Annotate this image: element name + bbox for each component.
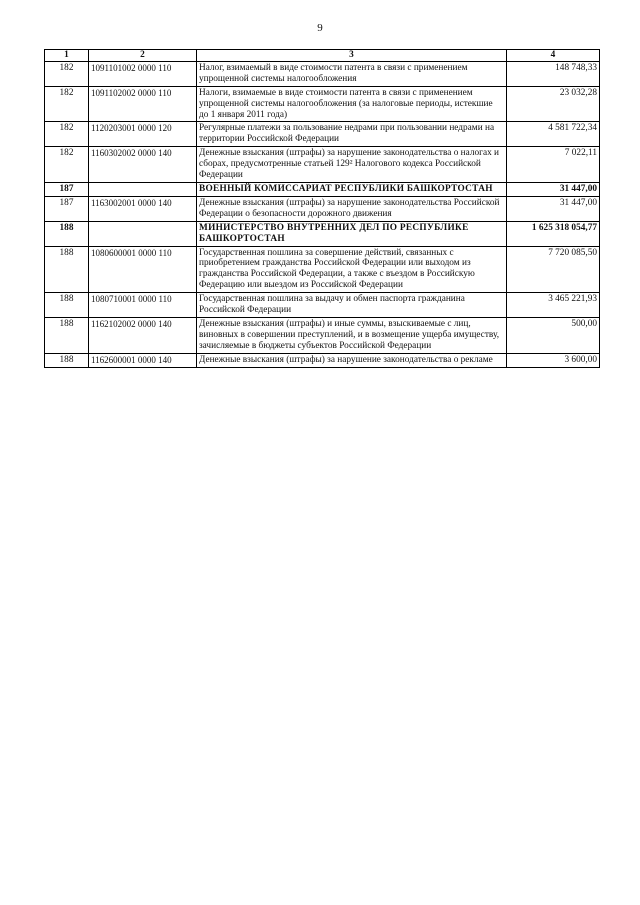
income-name-cell: Налог, взимаемый в виде стоимости патента в связи с применением упрощенной системы налогообложения [197,61,507,86]
admin-code-cell: 188 [45,246,89,293]
admin-code-cell: 182 [45,122,89,147]
admin-code-cell: 187 [45,196,89,221]
table-row [45,246,600,293]
budget-code-cell [89,182,197,196]
table-row [45,196,600,221]
admin-code-cell: 188 [45,317,89,353]
table-header-row [45,50,600,62]
admin-code-cell: 188 [45,353,89,367]
income-name-cell: Денежные взыскания (штрафы) за нарушение законодательства о налогах и сборах, предусмотренные статьей 129² Налогового кодекса Российской Федерации [197,147,507,183]
income-name-cell: Регулярные платежи за пользование недрами при пользовании недрами на территории Российской Федерации [197,122,507,147]
budget-code-cell: 1091101002 0000 110 [89,61,197,86]
column-header-3: 3 [197,50,507,62]
page-number: 9 [317,22,323,34]
income-name-cell: ВОЕННЫЙ КОМИССАРИАТ РЕСПУБЛИКИ БАШКОРТОСТАН [197,182,507,196]
income-name-cell: Государственная пошлина за выдачу и обмен паспорта гражданина Российской Федерации [197,293,507,318]
budget-code-cell [89,221,197,246]
amount-cell: 31 447,00 [507,182,600,196]
revenue-table [44,49,600,368]
admin-code-cell: 188 [45,293,89,318]
table-row [45,122,600,147]
admin-code-cell: 188 [45,221,89,246]
amount-cell: 500,00 [507,317,600,353]
budget-code-cell: 1162600001 0000 140 [89,353,197,367]
budget-code-cell: 1080600001 0000 110 [89,246,197,293]
amount-cell: 7 022,11 [507,147,600,183]
budget-code-cell: 1160302002 0000 140 [89,147,197,183]
admin-code-cell: 182 [45,86,89,122]
table-section-row [45,182,600,196]
amount-cell: 23 032,28 [507,86,600,122]
income-name-cell: Денежные взыскания (штрафы) за нарушение законодательства о рекламе [197,353,507,367]
table-section-row [45,221,600,246]
amount-cell: 148 748,33 [507,61,600,86]
budget-code-cell: 1120203001 0000 120 [89,122,197,147]
table-row [45,61,600,86]
table-row [45,86,600,122]
amount-cell: 3 465 221,93 [507,293,600,318]
budget-code-cell: 1162102002 0000 140 [89,317,197,353]
budget-code-cell: 1080710001 0000 110 [89,293,197,318]
income-name-cell: МИНИСТЕРСТВО ВНУТРЕННИХ ДЕЛ ПО РЕСПУБЛИКЕ БАШКОРТОСТАН [197,221,507,246]
budget-code-cell: 1091102002 0000 110 [89,86,197,122]
budget-code-cell: 1163002001 0000 140 [89,196,197,221]
column-header-4: 4 [507,50,600,62]
table-row [45,293,600,318]
income-name-cell: Денежные взыскания (штрафы) и иные суммы, взыскиваемые с лиц, виновных в совершении преступлений, и в возмещение ущерба имуществу, зачисляемые в бюджеты субъектов Российской Федерации [197,317,507,353]
income-name-cell: Денежные взыскания (штрафы) за нарушение законодательства Российской Федерации о безопасности дорожного движения [197,196,507,221]
amount-cell: 1 625 318 054,77 [507,221,600,246]
column-header-2: 2 [89,50,197,62]
admin-code-cell: 187 [45,182,89,196]
table-row [45,317,600,353]
column-header-1: 1 [45,50,89,62]
income-name-cell: Налоги, взимаемые в виде стоимости патента в связи с применением упрощенной системы налогообложения (за налоговые периоды, истекшие до 1 января 2011 года) [197,86,507,122]
amount-cell: 31 447,00 [507,196,600,221]
table-row [45,353,600,367]
admin-code-cell: 182 [45,61,89,86]
amount-cell: 3 600,00 [507,353,600,367]
admin-code-cell: 182 [45,147,89,183]
income-name-cell: Государственная пошлина за совершение действий, связанных с приобретением гражданства Российской Федерации или выходом из гражданства Российской Федерации, а также с въездом в Российскую Федерацию или выездом из Российской Федерации [197,246,507,293]
amount-cell: 7 720 085,50 [507,246,600,293]
table-body [45,61,600,367]
amount-cell: 4 581 722,34 [507,122,600,147]
table-row [45,147,600,183]
